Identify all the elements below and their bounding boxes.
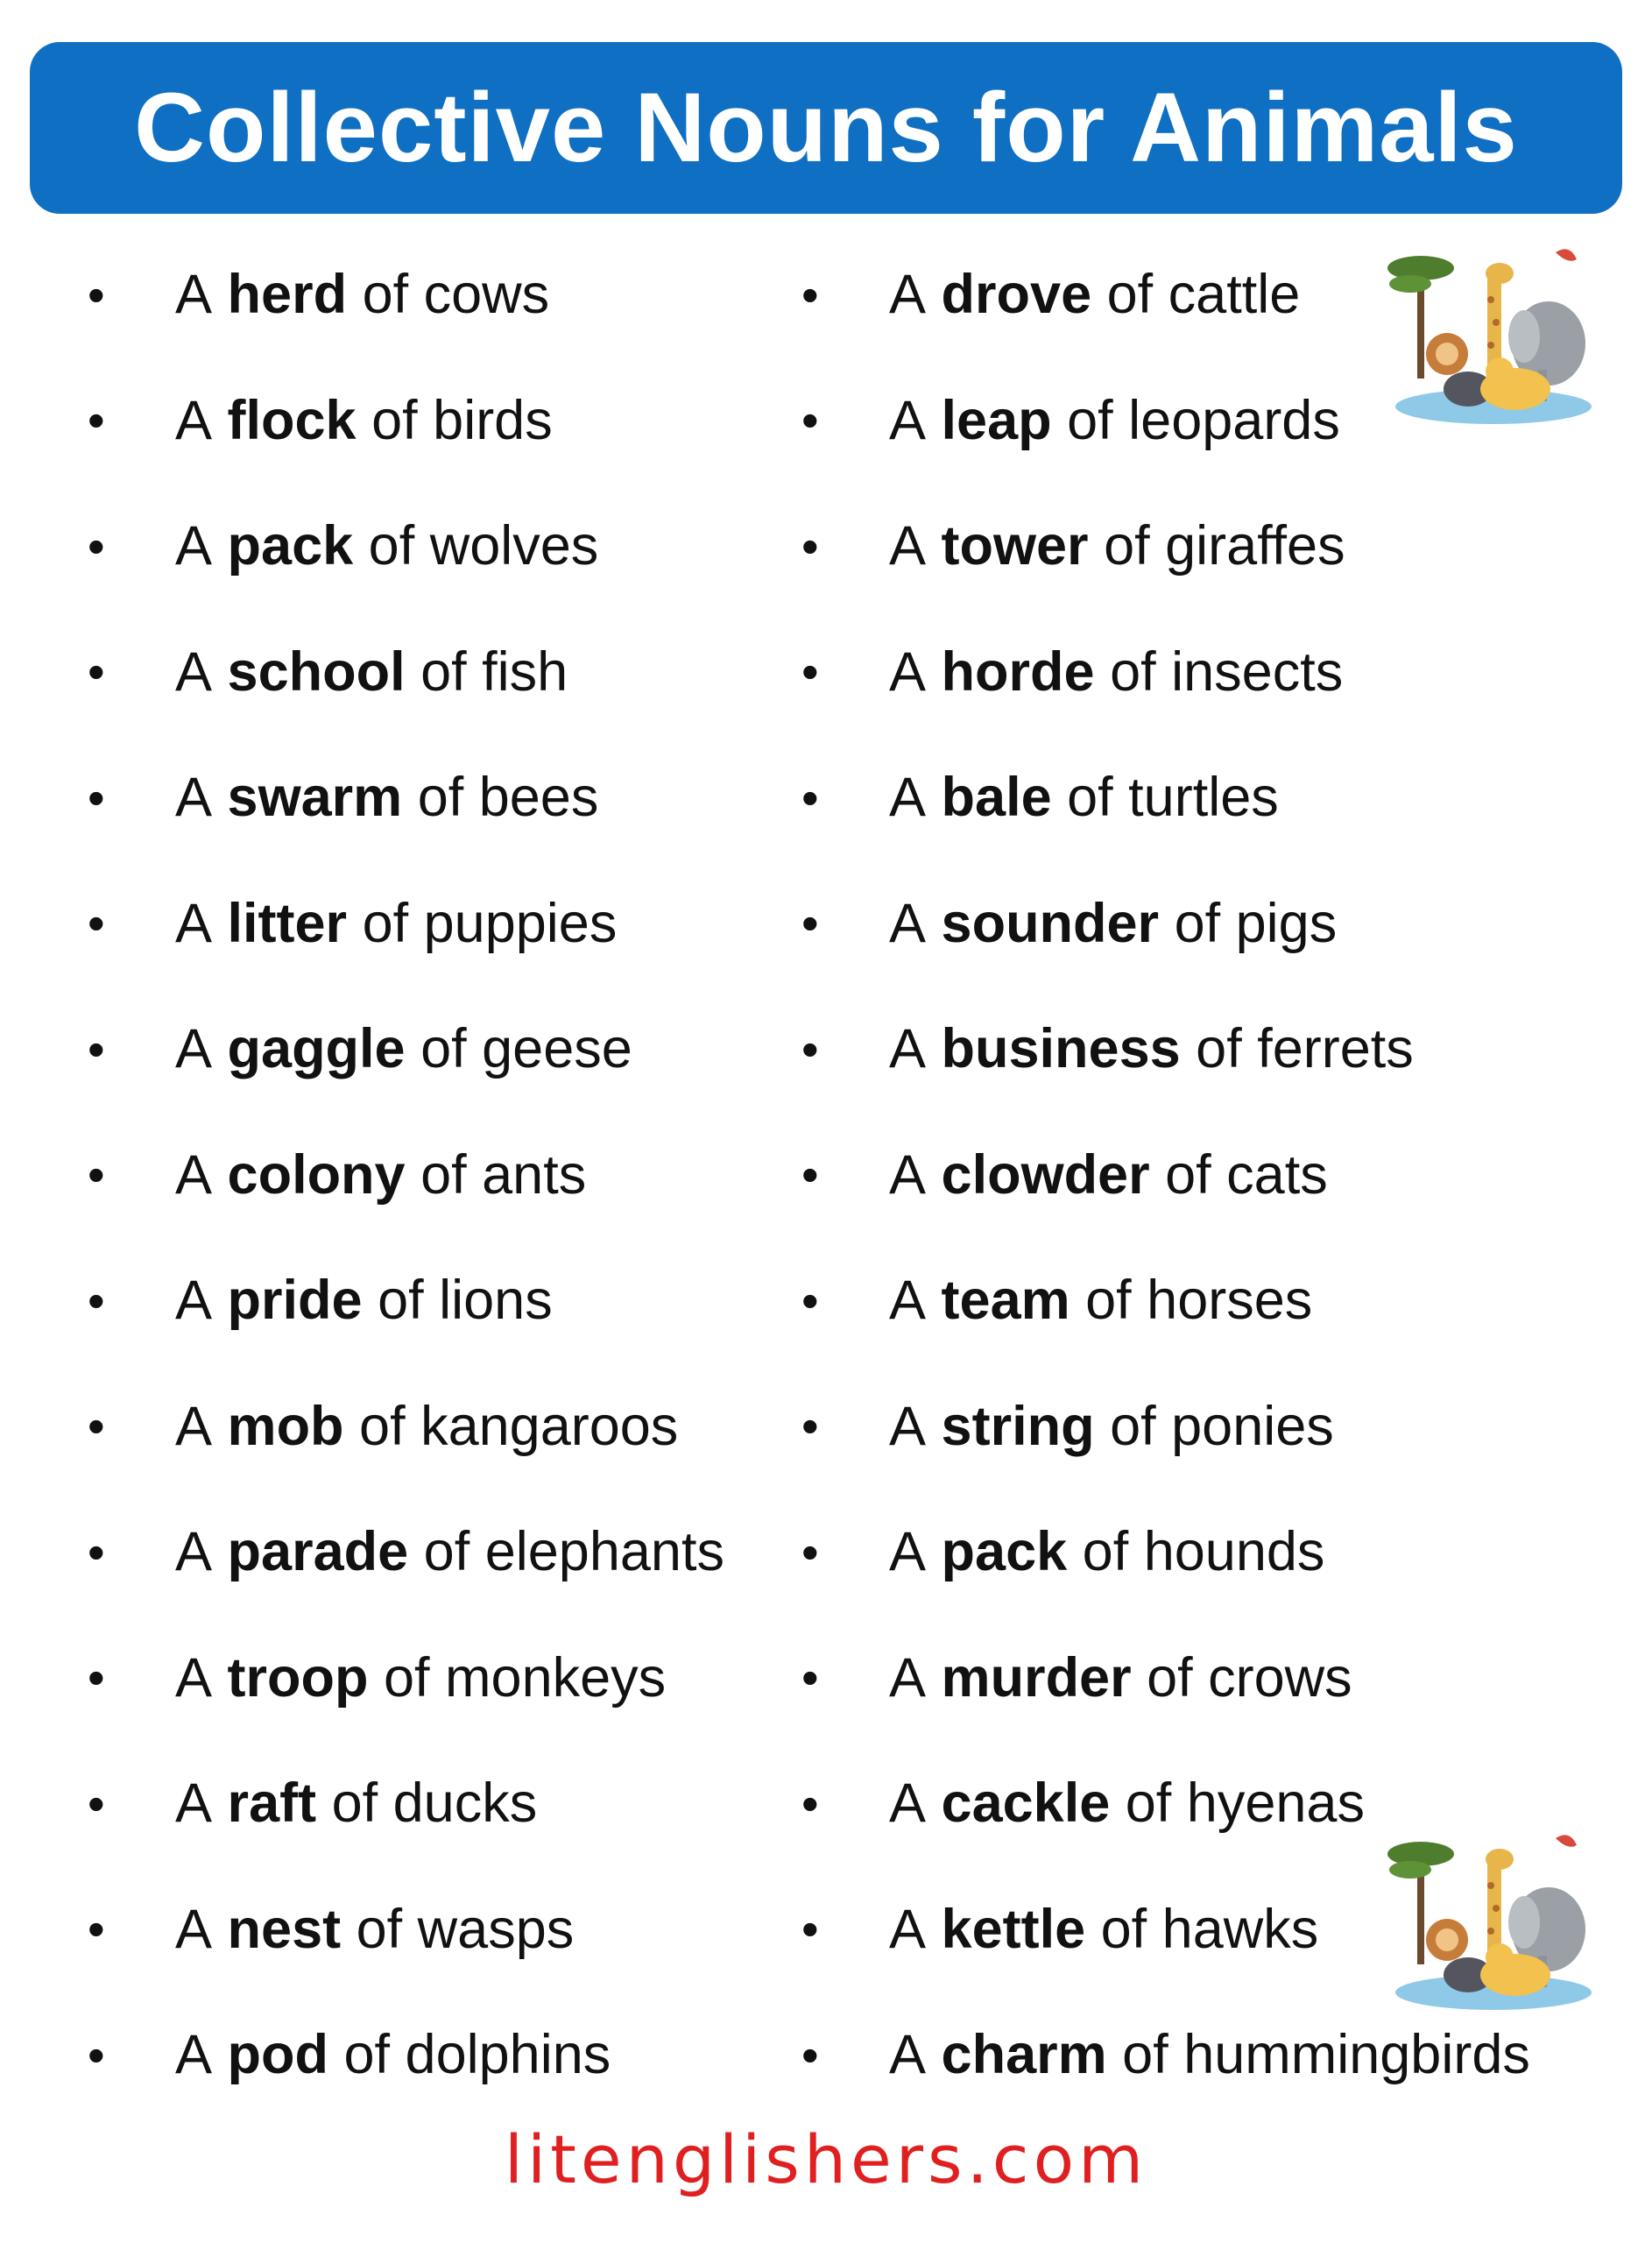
article: A	[889, 1270, 927, 1332]
animal-phrase: of puppies	[362, 892, 618, 954]
article: A	[175, 2024, 213, 2086]
animal-phrase: of hyenas	[1125, 1772, 1365, 1835]
list-item	[88, 1867, 815, 1993]
title-banner	[30, 42, 1622, 214]
list-item	[801, 1489, 1625, 1616]
collective-noun: murder	[941, 1646, 1132, 1709]
site-url: litenglishers.com	[504, 2120, 1148, 2198]
article: A	[889, 1646, 927, 1709]
article: A	[175, 892, 213, 954]
article: A	[175, 1395, 213, 1457]
bullet-icon: •	[801, 1524, 819, 1580]
animal-phrase: of birds	[371, 389, 553, 451]
bullet-icon: •	[88, 393, 105, 449]
bullet-icon: •	[88, 1272, 105, 1328]
article: A	[175, 1646, 213, 1709]
bullet-icon: •	[801, 266, 819, 322]
animal-phrase: of hounds	[1082, 1521, 1325, 1583]
article: A	[175, 1143, 213, 1206]
collective-noun: gaggle	[227, 1018, 406, 1080]
animal-phrase: of hawks	[1100, 1898, 1319, 1960]
animal-phrase: of crows	[1147, 1646, 1352, 1709]
collective-noun: team	[941, 1270, 1070, 1332]
list-item	[88, 484, 815, 610]
collective-noun: pack	[941, 1521, 1068, 1583]
animal-phrase: of ponies	[1110, 1395, 1334, 1457]
bullet-icon: •	[88, 895, 105, 952]
bullet-icon: •	[801, 1398, 819, 1454]
collective-noun: school	[227, 640, 406, 703]
animal-phrase: of monkeys	[384, 1646, 667, 1709]
collective-noun: tower	[941, 515, 1089, 577]
collective-noun: drove	[941, 264, 1092, 326]
collective-noun: nest	[227, 1898, 342, 1960]
bullet-icon: •	[801, 1147, 819, 1203]
bullet-icon: •	[88, 1021, 105, 1077]
bullet-icon: •	[88, 1524, 105, 1580]
collective-noun: charm	[941, 2024, 1107, 2086]
bullet-icon: •	[801, 2027, 819, 2083]
animal-phrase: of turtles	[1067, 767, 1279, 829]
list-item	[88, 1616, 815, 1742]
collective-noun: string	[941, 1395, 1095, 1457]
animal-phrase: of ferrets	[1196, 1018, 1414, 1080]
article: A	[175, 264, 213, 326]
collective-noun: flock	[227, 389, 357, 451]
collective-noun: litter	[227, 892, 348, 954]
collective-noun: mob	[227, 1395, 344, 1457]
collective-noun: herd	[227, 264, 348, 326]
article: A	[175, 1772, 213, 1835]
list-item	[88, 232, 815, 358]
collective-noun: colony	[227, 1143, 406, 1206]
animals-illustration-icon	[1384, 238, 1594, 427]
collective-noun: business	[941, 1018, 1181, 1080]
collective-noun: pod	[227, 2024, 328, 2086]
collective-noun: raft	[227, 1772, 317, 1835]
list-item	[801, 1364, 1625, 1490]
article: A	[175, 389, 213, 451]
animal-phrase: of giraffes	[1104, 515, 1345, 577]
list-item	[88, 1113, 815, 1239]
article: A	[889, 892, 927, 954]
list-item	[88, 1741, 815, 1867]
list-item	[801, 1238, 1625, 1364]
list-item	[801, 610, 1625, 736]
list-item	[88, 1992, 815, 2119]
article: A	[175, 1270, 213, 1332]
article: A	[889, 1143, 927, 1206]
animal-phrase: of insects	[1110, 640, 1344, 703]
animal-phrase: of geese	[420, 1018, 632, 1080]
collective-noun: clowder	[941, 1143, 1150, 1206]
bullet-icon: •	[801, 644, 819, 700]
animal-phrase: of hummingbirds	[1122, 2024, 1530, 2086]
list-item	[88, 735, 815, 861]
article: A	[889, 389, 927, 451]
collective-noun: troop	[227, 1646, 369, 1709]
article: A	[889, 264, 927, 326]
animal-phrase: of dolphins	[343, 2024, 611, 2086]
list-item	[801, 484, 1625, 610]
article: A	[889, 1018, 927, 1080]
animal-phrase: of cats	[1165, 1143, 1328, 1206]
article: A	[889, 640, 927, 703]
article: A	[889, 1898, 927, 1960]
bullet-icon: •	[88, 2027, 105, 2083]
animal-phrase: of fish	[420, 640, 568, 703]
article: A	[175, 515, 213, 577]
bullet-icon: •	[801, 518, 819, 574]
animal-phrase: of wolves	[368, 515, 599, 577]
bullet-icon: •	[88, 644, 105, 700]
list-item	[88, 1489, 815, 1616]
bullet-icon: •	[801, 1272, 819, 1328]
list-item	[88, 610, 815, 736]
list-item	[801, 861, 1625, 987]
animal-phrase: of leopards	[1067, 389, 1340, 451]
list-item	[88, 861, 815, 987]
animal-phrase: of cows	[362, 264, 550, 326]
collective-noun: kettle	[941, 1898, 1086, 1960]
animal-phrase: of horses	[1085, 1270, 1313, 1332]
animal-phrase: of pigs	[1174, 892, 1338, 954]
bullet-icon: •	[88, 518, 105, 574]
bullet-icon: •	[88, 769, 105, 825]
article: A	[889, 1521, 927, 1583]
animal-phrase: of elephants	[423, 1521, 724, 1583]
bullet-icon: •	[88, 1147, 105, 1203]
list-item	[801, 735, 1625, 861]
list-item	[88, 1364, 815, 1490]
animal-phrase: of wasps	[356, 1898, 575, 1960]
bullet-icon: •	[801, 1775, 819, 1831]
animal-phrase: of ducks	[331, 1772, 538, 1835]
list-item	[88, 987, 815, 1113]
bullet-icon: •	[801, 393, 819, 449]
page-title: Collective Nouns for Animals	[134, 73, 1518, 182]
bullet-icon: •	[88, 1398, 105, 1454]
animal-phrase: of kangaroos	[359, 1395, 679, 1457]
collective-noun: sounder	[941, 892, 1160, 954]
article: A	[175, 1521, 213, 1583]
collective-noun: leap	[941, 389, 1052, 451]
article: A	[175, 1898, 213, 1960]
collective-noun: bale	[941, 767, 1052, 829]
collective-noun: horde	[941, 640, 1095, 703]
collective-noun: parade	[227, 1521, 409, 1583]
bullet-icon: •	[801, 769, 819, 825]
list-item	[88, 358, 815, 485]
bullet-icon: •	[801, 895, 819, 952]
article: A	[889, 767, 927, 829]
article: A	[889, 2024, 927, 2086]
bullet-icon: •	[801, 1901, 819, 1957]
collective-noun: pride	[227, 1270, 363, 1332]
left-noun-list	[88, 232, 815, 2119]
bullet-icon: •	[88, 266, 105, 322]
list-item	[801, 987, 1625, 1113]
article: A	[175, 640, 213, 703]
collective-noun: pack	[227, 515, 354, 577]
collective-noun: cackle	[941, 1772, 1111, 1835]
article: A	[175, 1018, 213, 1080]
article: A	[889, 515, 927, 577]
list-item	[88, 1238, 815, 1364]
bullet-icon: •	[88, 1650, 105, 1706]
animal-phrase: of cattle	[1106, 264, 1301, 326]
article: A	[889, 1772, 927, 1835]
bullet-icon: •	[801, 1021, 819, 1077]
list-item	[801, 1113, 1625, 1239]
article: A	[175, 767, 213, 829]
list-item	[801, 1616, 1625, 1742]
bullet-icon: •	[88, 1901, 105, 1957]
collective-noun: swarm	[227, 767, 403, 829]
article: A	[889, 1395, 927, 1457]
animals-illustration-icon	[1384, 1824, 1594, 2013]
bullet-icon: •	[801, 1650, 819, 1706]
animal-phrase: of lions	[378, 1270, 553, 1332]
bullet-icon: •	[88, 1775, 105, 1831]
animal-phrase: of ants	[420, 1143, 587, 1206]
animal-phrase: of bees	[417, 767, 599, 829]
